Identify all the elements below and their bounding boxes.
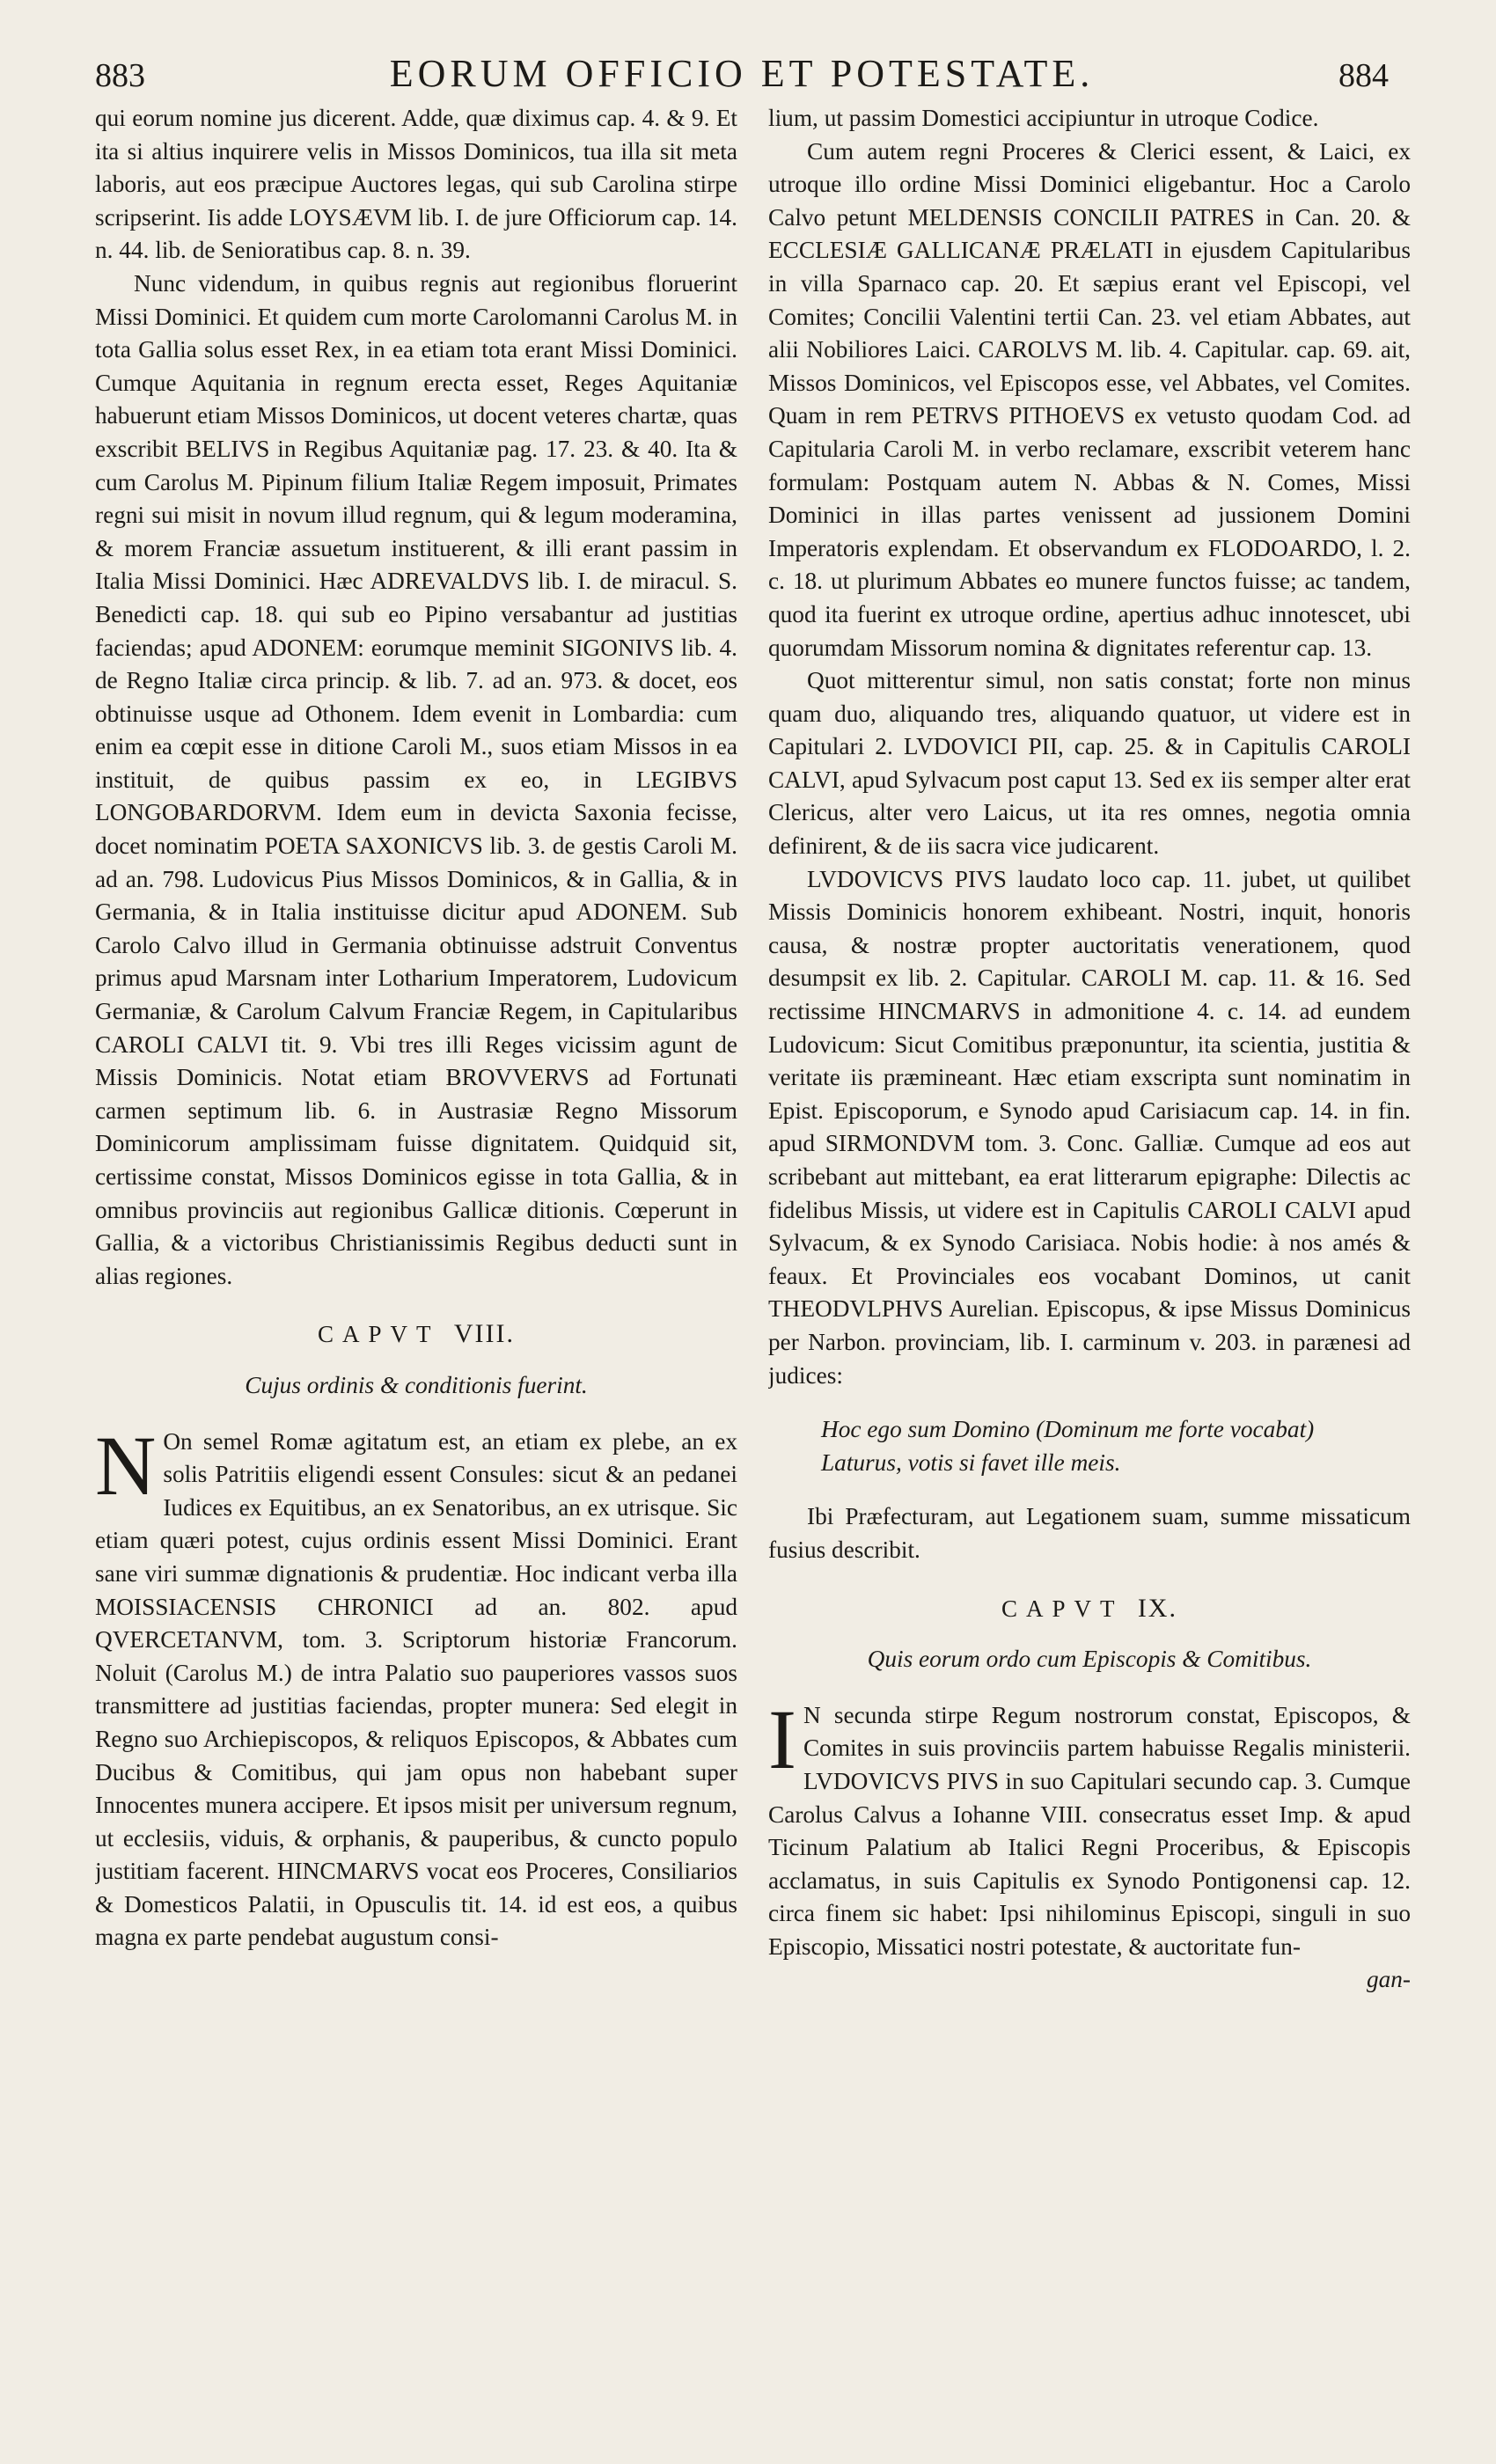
chapter-number: VIII. [453,1319,515,1349]
page-header [95,51,1389,104]
right-paragraph-3: Quot mitterentur simul, non satis constat; forte non minus quam duo, aliquando tres, aliquando quatuor, ut videre est in Capitulari 2. LVDOVICI PII, cap. 25. & in Capitulis CAROLI CALVI, apud Sylvacum post caput 13. Sed ex iis semper alter erat Clericus, alter vero Laicus, ut ita res omnes, negotia omnia definirent, & de iis sacra vice judicarent. [768,667,1411,860]
verse-line-1: Hoc ego sum Domino (Dominum me forte vocabat) [821,1416,1315,1443]
right-paragraph-2: Cum autem regni Proceres & Clerici essent, & Laici, ex utroque illo ordine Missi Dominici eligebantur. Hoc a Carolo Calvo petunt MELDENSIS CONCILII PATRES in Can. 20. & ECCLESIÆ GALLICANÆ PRÆLATI in ejusdem Capitularibus in villa Sparnaco cap. 20. Et sæpius erant vel Episcopi, vel Comites; Concilii Valentini tertii Can. 23. vel etiam Abbates, aut alii Nobiliores Laici. CAROLVS M. lib. 4. Capitular. cap. 69. ait, Missos Dominicos, vel Episcopos esse, vel Abbates, vel Comites. Quam in rem PETRVS PITHOEVS ex vetusto quodam Cod. ad Capitularia Caroli M. in verbo reclamare, exscribit veterem hanc formulam: Postquam autem N. Abbas & N. Comes, Missi Dominici in illas partes venissent ad jussionem Domini Imperatoris explendam. Et observandum ex FLODOARDO, l. 2. c. 18. ut plurimum Abbates eo munere functos fuisse; ac tandem, quod ita fuerint ex utroque ordine, apertius adhuc innotescet, ubi quorumdam Missorum nomina & dignitates referentur cap. 13. [768,137,1411,661]
left-paragraph-3 [95,1418,737,1955]
left-paragraph-2: Nunc videndum, in quibus regnis aut regionibus floruerint Missi Dominici. Et quidem cum morte Carolomanni Carolus M. in tota Gallia solus esset Rex, in ea etiam tota erant Missi Dominici. Cumque Aquitania in regnum erecta esset, Reges Aquitaniæ habuerunt etiam Missos Dominicos, ut docent veteres chartæ, quas exscribit BELIVS in Regibus Aquitaniæ pag. 17. 23. & 40. Ita & cum Carolus M. Pipinum filium Italiæ Regem imposuit, Primates regni sui misit in novum illud regnum, qui & legum moderamina, & morem Franciæ assuetum instituerent, & illi erant passim in Italia Missi Dominici. Hæc ADREVALDVS lib. I. de miracul. S. Benedicti cap. 18. qui sub eo Pipino versabantur ad justitias faciendas; apud ADONEM: eorumque meminit SIGONIVS lib. 4. de Regno Italiæ circa princip. & lib. 7. ad an. 973. & docet, eos obtinuisse usque ad Othonem. Idem evenit in Lombardia: cum enim ea cœpit esse in ditione Caroli M., suos etiam Missos in ea instituit, de quibus passim ex eo, in LEGIBVS LONGOBARDORVM. Idem eum in devicta Saxonia fecisse, docet nominatim POETA SAXONICVS lib. 3. de gestis Caroli M. ad an. 798. Ludovicus Pius Missos Dominicos, & in Gallia, & in Germania, & in Italia instituisse dicitur apud ADONEM. Sub Carolo Calvo illud in Germania obtinuisse adstruit Conventus primus apud Marsnam inter Lotharium Imperatorem, Ludovicum Germaniæ, & Carolum Calvum Franciæ Regem, in Capitularibus CAROLI CALVI tit. 9. Vbi tres illi Reges vicissim agunt de Missis Dominicis. Notat etiam BROVVERVS ad Fortunati carmen septimum lib. 6. in Austrasiæ Regno Missorum Dominicorum amplissimam fuisse dignitatem. Quidquid sit, certissime constat, Missos Dominicos egisse in tota Gallia, & in omnibus provinciis aut regionibus Gallicæ ditionis. Cœperunt in Gallia, & a victoribus Christianissimis Regibus deducti sunt in alias regiones. [95,269,737,1289]
chapter-heading-viii [95,1317,737,1352]
left-paragraph-3-text: On semel Romæ agitatum est, an etiam ex plebe, an ex solis Patritiis eligendi essent Consules: sicut & an pedanei Iudices ex Equitibus, an ex Senatoribus, an ex utrisque. Sic etiam quæri potest, cujus ordinis essent Missi Dominici. Erant sane viri summæ dignationis & prudentiæ. Hoc indicant verba illa MOISSIACENSIS CHRONICI ad an. 802. apud QVERCETANVM, tom. 3. Scriptorum historiæ Francorum. Noluit (Carolus M.) de intra Palatio suo pauperiores vassos suos transmittere ad justitias faciendas, propter munera: Sed elegit in Regno suo Archiepiscopos, & reliquos Episcopos, & Abbates cum Ducibus & Comitibus, qui jam opus non habebant super Innocentes munera accipere. Et ipsos misit per universum regnum, ut ecclesiis, viduis, & orphanis, & pauperibus, & cuncto populo justitiam facerent. HINCMARVS vocat eos Proceres, Consiliarios & Domesticos Palatii, in Opusculis tit. 14. id est eos, a quibus magna ex parte pendebat augustum consi- [95,1427,737,1951]
right-paragraph-1: lium, ut passim Domestici accipiuntur in utroque Codice. [768,105,1319,131]
drop-cap-letter: I [768,1691,796,1786]
verse-line-2: Laturus, votis si favet ille meis. [821,1448,1121,1476]
right-page-number: 884 [1338,57,1389,94]
right-paragraph-6 [768,1691,1411,1964]
chapter-heading-ix [768,1592,1411,1626]
right-paragraph-5: Ibi Præfecturam, aut Legationem suam, summe missaticum fusius describit. [768,1503,1411,1563]
verse-quotation [821,1413,1411,1479]
drop-cap-letter: N [95,1418,157,1513]
chapter-subtitle: Quis eorum ordo cum Episcopis & Comitibus. [867,1646,1312,1673]
right-paragraph-4: LVDOVICVS PIVS laudato loco cap. 11. jubet, ut quilibet Missis Dominicis honorem exhibeant. Nostri, inquit, honoris causa, & nostræ propter auctoritatis venerationem, quod desumpsit ex lib. 2. Capitular. CAROLI M. cap. 11. & 16. Sed rectissime HINCMARVS in admonitione 4. c. 14. ad eundem Ludovicum: Sicut Comitibus præponuntur, ita scientia, justitia & veritate iis præmineant. Hæc etiam exscripta sunt nominatim in Epist. Episcoporum, e Synodo apud Carisiacum cap. 14. in fin. apud SIRMONDVM tom. 3. Conc. Galliæ. Cumque ad eos aut scribebant aut mittebant, ea erat litterarum epigraphe: Dilectis ac fidelibus Missis, ut videre est in Capitulis CAROLI CALVI apud Sylvacum, & ex Synodo Carisiaca. Nobis hodie: à nos amés & feaux. Et Provinciales eos vocabant Dominos, ut canit THEODVLPHVS Aurelian. Episcopus, & ipse Missus Dominicus per Narbon. provinciam, lib. I. carminum v. 203. in parænesi ad judices: [768,865,1411,1389]
right-paragraph-6-text: N secunda stirpe Regum nostrorum constat, Episcopos, & Comites in suis provinciis partem habuisse Regalis ministerii. LVDOVICVS PIVS in suo Capitulari secundo cap. 3. Cumque Carolus Calvus a Iohanne VIII. consecratus esset Imp. & apud Ticinum Palatium ab Italici Regni Proceribus, & Episcopis acclamatus, in suis Capitulis ex Synodo Pontigonensi cap. 12. circa finem sic habet: Ipsi nihilominus Episcopi, singuli in suo Episcopio, Missatici nostri potestate, & auctoritate fun- [768,1701,1411,1960]
left-paragraph-1: qui eorum nomine jus dicerent. Adde, quæ diximus cap. 4. & 9. Et ita si altius inquirere velis in Missos Dominicos, tua illa sit meta laboris, aut eos præcipue Auctores legas, qui sub Carolina stirpe scripserint. Iis adde LOYSÆVM lib. I. de jure Officiorum cap. 14. n. 44. lib. de Senioratibus cap. 8. n. 39. [95,105,737,264]
running-title: EORUM OFFICIO ET POTESTATE. [389,52,1095,95]
left-column [95,102,737,2443]
chapter-label: CAPVT [1001,1595,1124,1622]
chapter-label: CAPVT [318,1321,440,1348]
catchword: gan- [1366,1966,1411,1993]
right-column [768,102,1411,2443]
chapter-subtitle: Cujus ordinis & conditionis fuerint. [245,1371,588,1398]
left-page-number: 883 [95,57,145,94]
chapter-number: IX. [1137,1593,1177,1623]
